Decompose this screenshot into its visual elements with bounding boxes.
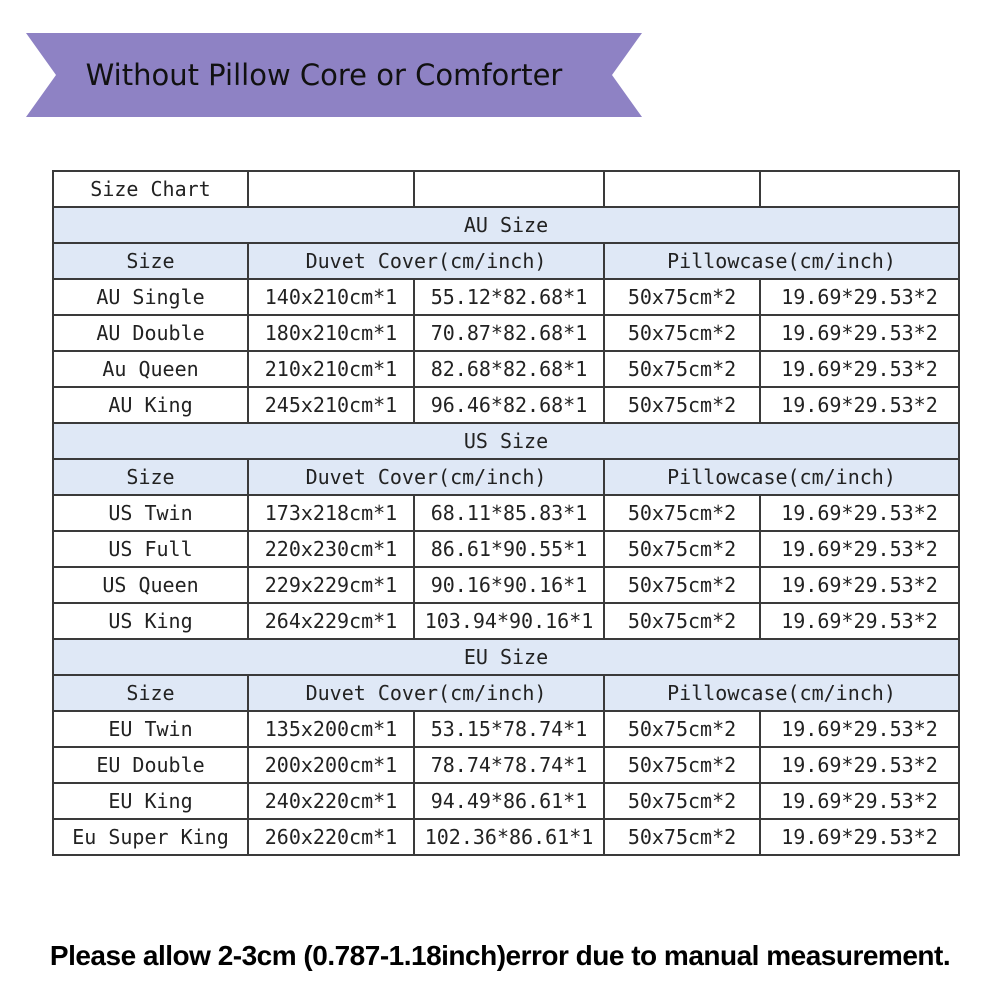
table-row: [53, 567, 959, 603]
pillowcase-cm-cell: 50x75cm*2: [604, 747, 760, 783]
size-name-cell: US Full: [53, 531, 248, 567]
duvet-cm-cell: 200x200cm*1: [248, 747, 414, 783]
size-name-cell: US King: [53, 603, 248, 639]
pillowcase-cm-cell: 50x75cm*2: [604, 495, 760, 531]
pillowcase-inch-cell: 19.69*29.53*2: [760, 495, 959, 531]
size-name-cell: Eu Super King: [53, 819, 248, 855]
duvet-inch-cell: 102.36*86.61*1: [414, 819, 604, 855]
pillowcase-inch-cell: 19.69*29.53*2: [760, 531, 959, 567]
duvet-inch-cell: 68.11*85.83*1: [414, 495, 604, 531]
duvet-cover-column-header: Duvet Cover(cm/inch): [248, 459, 604, 495]
size-name-cell: EU Twin: [53, 711, 248, 747]
duvet-cm-cell: 173x218cm*1: [248, 495, 414, 531]
pillowcase-inch-cell: 19.69*29.53*2: [760, 387, 959, 423]
duvet-inch-cell: 103.94*90.16*1: [414, 603, 604, 639]
duvet-cm-cell: 229x229cm*1: [248, 567, 414, 603]
size-name-cell: EU Double: [53, 747, 248, 783]
size-name-cell: US Queen: [53, 567, 248, 603]
duvet-cover-column-header: Duvet Cover(cm/inch): [248, 243, 604, 279]
duvet-inch-cell: 90.16*90.16*1: [414, 567, 604, 603]
duvet-cm-cell: 260x220cm*1: [248, 819, 414, 855]
pillowcase-inch-cell: 19.69*29.53*2: [760, 819, 959, 855]
section-row: [53, 207, 959, 243]
pillowcase-cm-cell: 50x75cm*2: [604, 783, 760, 819]
pillowcase-cm-cell: 50x75cm*2: [604, 603, 760, 639]
size-column-header: Size: [53, 459, 248, 495]
duvet-inch-cell: 94.49*86.61*1: [414, 783, 604, 819]
duvet-inch-cell: 78.74*78.74*1: [414, 747, 604, 783]
table-row: [53, 603, 959, 639]
table-row: [53, 315, 959, 351]
pillowcase-inch-cell: 19.69*29.53*2: [760, 567, 959, 603]
pillowcase-cm-cell: 50x75cm*2: [604, 819, 760, 855]
pillowcase-cm-cell: 50x75cm*2: [604, 531, 760, 567]
table-row: [53, 711, 959, 747]
empty-cell: [760, 171, 959, 207]
column-header-row: [53, 675, 959, 711]
duvet-cover-column-header: Duvet Cover(cm/inch): [248, 675, 604, 711]
pillowcase-column-header: Pillowcase(cm/inch): [604, 243, 959, 279]
pillowcase-inch-cell: 19.69*29.53*2: [760, 783, 959, 819]
duvet-cm-cell: 180x210cm*1: [248, 315, 414, 351]
duvet-inch-cell: 70.87*82.68*1: [414, 315, 604, 351]
pillowcase-inch-cell: 19.69*29.53*2: [760, 603, 959, 639]
pillowcase-cm-cell: 50x75cm*2: [604, 351, 760, 387]
duvet-cm-cell: 220x230cm*1: [248, 531, 414, 567]
table-row: [53, 747, 959, 783]
size-name-cell: Au Queen: [53, 351, 248, 387]
size-name-cell: AU King: [53, 387, 248, 423]
size-chart-table: [52, 170, 960, 856]
duvet-cm-cell: 245x210cm*1: [248, 387, 414, 423]
table-title-row: [53, 171, 959, 207]
pillowcase-inch-cell: 19.69*29.53*2: [760, 711, 959, 747]
pillowcase-cm-cell: 50x75cm*2: [604, 567, 760, 603]
size-name-cell: AU Double: [53, 315, 248, 351]
duvet-cm-cell: 210x210cm*1: [248, 351, 414, 387]
duvet-inch-cell: 96.46*82.68*1: [414, 387, 604, 423]
size-name-cell: AU Single: [53, 279, 248, 315]
column-header-row: [53, 243, 959, 279]
empty-cell: [248, 171, 414, 207]
banner-title: Without Pillow Core or Comforter: [85, 58, 563, 92]
duvet-cm-cell: 135x200cm*1: [248, 711, 414, 747]
pillowcase-column-header: Pillowcase(cm/inch): [604, 459, 959, 495]
section-row: [53, 423, 959, 459]
section-row: [53, 639, 959, 675]
duvet-cm-cell: 264x229cm*1: [248, 603, 414, 639]
empty-cell: [414, 171, 604, 207]
duvet-inch-cell: 86.61*90.55*1: [414, 531, 604, 567]
table-row: [53, 783, 959, 819]
section-title: AU Size: [53, 207, 959, 243]
table-row: [53, 531, 959, 567]
size-column-header: Size: [53, 243, 248, 279]
title-banner: [26, 33, 642, 117]
pillowcase-cm-cell: 50x75cm*2: [604, 279, 760, 315]
pillowcase-column-header: Pillowcase(cm/inch): [604, 675, 959, 711]
pillowcase-inch-cell: 19.69*29.53*2: [760, 315, 959, 351]
table-row: [53, 819, 959, 855]
duvet-cm-cell: 140x210cm*1: [248, 279, 414, 315]
pillowcase-inch-cell: 19.69*29.53*2: [760, 747, 959, 783]
size-name-cell: EU King: [53, 783, 248, 819]
measurement-note: Please allow 2-3cm (0.787-1.18inch)error due to manual measurement.: [49, 940, 951, 971]
duvet-inch-cell: 82.68*82.68*1: [414, 351, 604, 387]
pillowcase-inch-cell: 19.69*29.53*2: [760, 279, 959, 315]
duvet-cm-cell: 240x220cm*1: [248, 783, 414, 819]
column-header-row: [53, 459, 959, 495]
table-title: Size Chart: [53, 171, 248, 207]
pillowcase-cm-cell: 50x75cm*2: [604, 315, 760, 351]
table-row: [53, 387, 959, 423]
table-row: [53, 279, 959, 315]
size-column-header: Size: [53, 675, 248, 711]
pillowcase-inch-cell: 19.69*29.53*2: [760, 351, 959, 387]
table-row: [53, 351, 959, 387]
section-title: EU Size: [53, 639, 959, 675]
pillowcase-cm-cell: 50x75cm*2: [604, 711, 760, 747]
duvet-inch-cell: 55.12*82.68*1: [414, 279, 604, 315]
pillowcase-cm-cell: 50x75cm*2: [604, 387, 760, 423]
table-row: [53, 495, 959, 531]
section-title: US Size: [53, 423, 959, 459]
duvet-inch-cell: 53.15*78.74*1: [414, 711, 604, 747]
size-name-cell: US Twin: [53, 495, 248, 531]
empty-cell: [604, 171, 760, 207]
